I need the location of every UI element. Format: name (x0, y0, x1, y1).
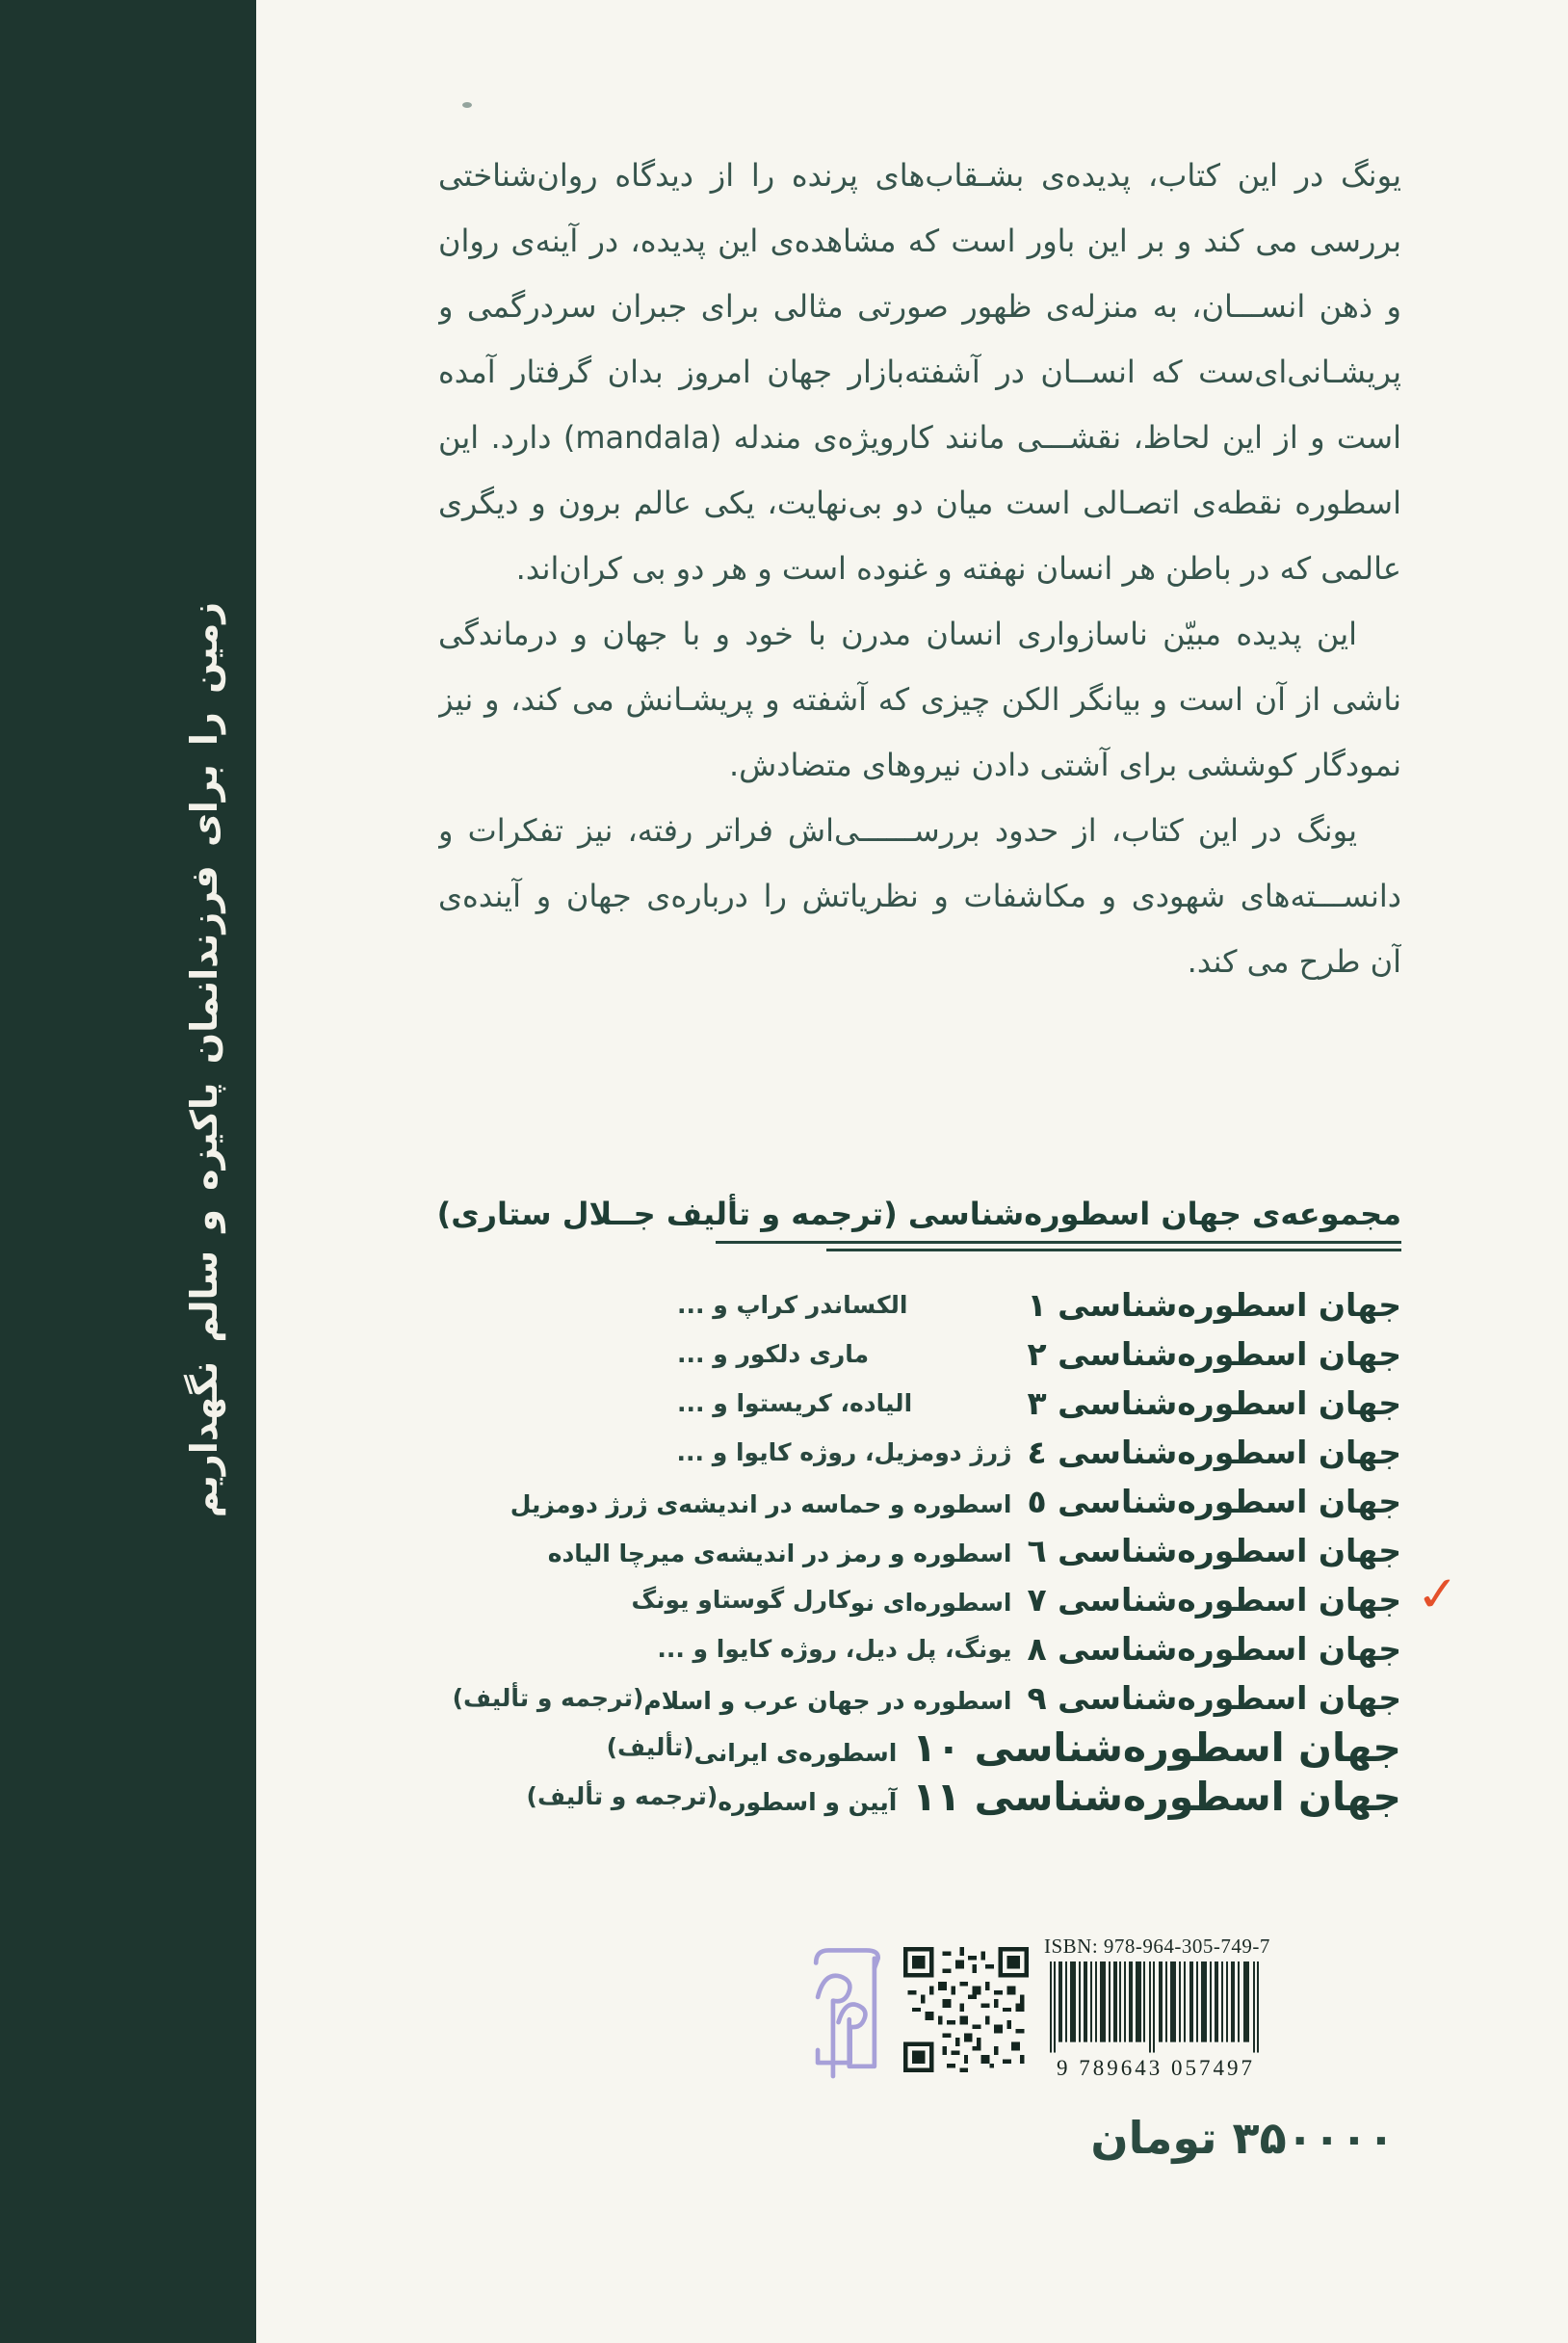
series-item-title-group (643, 1679, 1401, 1717)
barcode-block (1044, 1933, 1270, 2081)
series-item-title-group (850, 1581, 1401, 1619)
blurb-line: اسطوره نقطه‌ی اتصـالی است میان دو بی‌نهایت، یکی عالم برون و دیگری (438, 485, 1401, 521)
blurb-line: یونگ در این کتاب، پدیده‌ی بشـقاب‌های پرنده را از دیدگاه روان‌شناختی (438, 157, 1401, 194)
series-item-detail: یونگ، پل دیل، روژه کایوا و ... (657, 1635, 1012, 1663)
series-item-title: جهان اسطوره‌شناسی ۱۰ (912, 1724, 1401, 1771)
spine-slogan: زمین را برای فرزندانمان پاکیزه و سالم نگهداریم (183, 601, 225, 1518)
series-list-item (677, 1428, 1401, 1477)
blurb-line: دانســـته‌های شهودی و مکاشفات و نظریاتش را درباره‌ی جهان و آینده‌ی (438, 878, 1401, 914)
isbn-label: ISBN: 978-964-305-749-7 (1044, 1935, 1270, 1958)
series-item-title: جهان اسطوره‌شناسی ٤ (1027, 1434, 1401, 1471)
series-item-subtitle: اسطوره و حماسه در اندیشه‌ی ژرژ دومزیل (510, 1490, 1012, 1518)
series-list-item (677, 1329, 1401, 1379)
series-item-detail: (ترجمه و تألیف) (526, 1782, 719, 1810)
blurb-line: است و از این لحاظ، نقشـــی مانند کارویژه‌ی مندله (mandala) دارد. این (438, 419, 1401, 456)
heading-rule-top (716, 1241, 1401, 1244)
series-list-item (606, 1723, 1401, 1772)
series-item-detail: (ترجمه و تألیف) (452, 1684, 644, 1712)
series-item-title: جهان اسطوره‌شناسی ٦ (1027, 1532, 1401, 1569)
series-item-subtitle: اسطوره‌ای نو (849, 1589, 1012, 1617)
series-item-title-group (1012, 1630, 1402, 1668)
blurb-paragraph (438, 143, 1401, 601)
series-item-title-group (1012, 1384, 1402, 1422)
blurb-line: ناشی از آن است و بیانگر الکن چیزی که آشفته و پریشـانش می کند، و نیز (438, 681, 1401, 718)
series-item-subtitle: اسطوره‌ی ایرانی (693, 1738, 898, 1767)
series-item-title-group (1012, 1434, 1402, 1471)
series-item-detail: ژرژ دومزیل، روژه کایوا و ... (676, 1438, 1012, 1466)
blurb-paragraph (438, 798, 1401, 994)
series-list-item (631, 1575, 1401, 1624)
blurb-line: بررسی می کند و بر این باور است که مشاهده‌ی این پدیده، در آینه‌ی روان (438, 223, 1401, 259)
series-heading: مجموعه‌ی جهان اسطوره‌شناسی (ترجمه و تألیف جــلال ستاری) (436, 1196, 1401, 1232)
series-item-detail: (تألیف) (606, 1733, 694, 1761)
series-item-subtitle: اسطوره در جهان عرب و اسلام (643, 1687, 1012, 1715)
heading-rule-bottom (826, 1249, 1401, 1251)
blurb-line: عالمی که در باطن هر انسان نهفته و غنوده است و هر دو بی کران‌اند. (515, 550, 1401, 587)
series-list-item (510, 1477, 1401, 1526)
series-item-title-group (510, 1483, 1401, 1520)
series-item-title: جهان اسطوره‌شناسی ۹ (1027, 1679, 1401, 1717)
barcode-digits: 9 789643 057497 (1057, 2056, 1255, 2080)
ean-barcode-icon (1050, 1961, 1262, 2058)
series-item-title-group (1012, 1286, 1402, 1324)
blurb-line: یونگ در این کتاب، از حدود بررســــــی‌اش فراتر رفته، نیز تفکرات و (438, 812, 1357, 849)
book-blurb (438, 143, 1401, 994)
series-item-title: جهان اسطوره‌شناسی ۷ (1027, 1581, 1401, 1619)
blurb-line: نمودگار کوششی برای آشتی دادن نیروهای متضادش. (729, 747, 1401, 783)
series-item-subtitle: اسطوره و رمز در اندیشه‌ی میرچا الیاده (547, 1540, 1012, 1567)
series-item-title-group (694, 1724, 1401, 1771)
series-list-item (657, 1624, 1401, 1673)
series-item-title: جهان اسطوره‌شناسی ۳ (1027, 1384, 1401, 1422)
series-item-title: جهان اسطوره‌شناسی ۸ (1027, 1630, 1401, 1668)
series-item-detail: کارل گوستاو یونگ (631, 1586, 850, 1614)
series-item-title-group (718, 1774, 1401, 1820)
series-list-item (526, 1772, 1401, 1821)
series-list-item (677, 1280, 1401, 1329)
series-item-title-group (1012, 1335, 1402, 1373)
series-item-detail: ماری دلکور و ... (677, 1340, 870, 1368)
markaz-publisher-logo-icon (805, 1935, 886, 2085)
print-speck (462, 102, 472, 108)
blurb-line: این پدیده مبیّن ناسازواری انسان مدرن با خود و با جهان و درماندگی (438, 616, 1357, 652)
blurb-line: و ذهن انســـان، به منزله‌ی ظهور صورتی مثالی برای جبران سردرگمی و (438, 288, 1401, 325)
series-list (452, 1280, 1401, 1821)
series-item-title: جهان اسطوره‌شناسی ٥ (1027, 1483, 1401, 1520)
series-section (436, 1193, 1401, 1821)
blurb-line: پریشـانی‌ای‌ست که انســان در آشفته‌بازار جهان امروز بدان گرفتار آمده (438, 354, 1401, 390)
series-item-title: جهان اسطوره‌شناسی ۱ (1027, 1286, 1401, 1324)
price-label: ۳۵۰۰۰۰ تومان (1090, 2112, 1395, 2164)
blurb-paragraph (438, 601, 1401, 798)
series-item-title: جهان اسطوره‌شناسی ۱۱ (912, 1773, 1401, 1820)
series-item-detail: الیاده، کریستوا و ... (677, 1389, 913, 1417)
series-list-item (677, 1379, 1401, 1428)
series-item-detail: الکساندر کراپ و ... (677, 1291, 908, 1319)
series-list-item (547, 1526, 1401, 1575)
blurb-line: آن طرح می کند. (1187, 943, 1401, 980)
checked-icon (1413, 1569, 1462, 1620)
series-item-subtitle: آیین و اسطوره (718, 1787, 898, 1816)
qr-code-icon (903, 1946, 1029, 2073)
series-item-title-group (548, 1532, 1401, 1569)
series-list-item (452, 1673, 1401, 1723)
series-item-title: جهان اسطوره‌شناسی ۲ (1027, 1335, 1401, 1373)
